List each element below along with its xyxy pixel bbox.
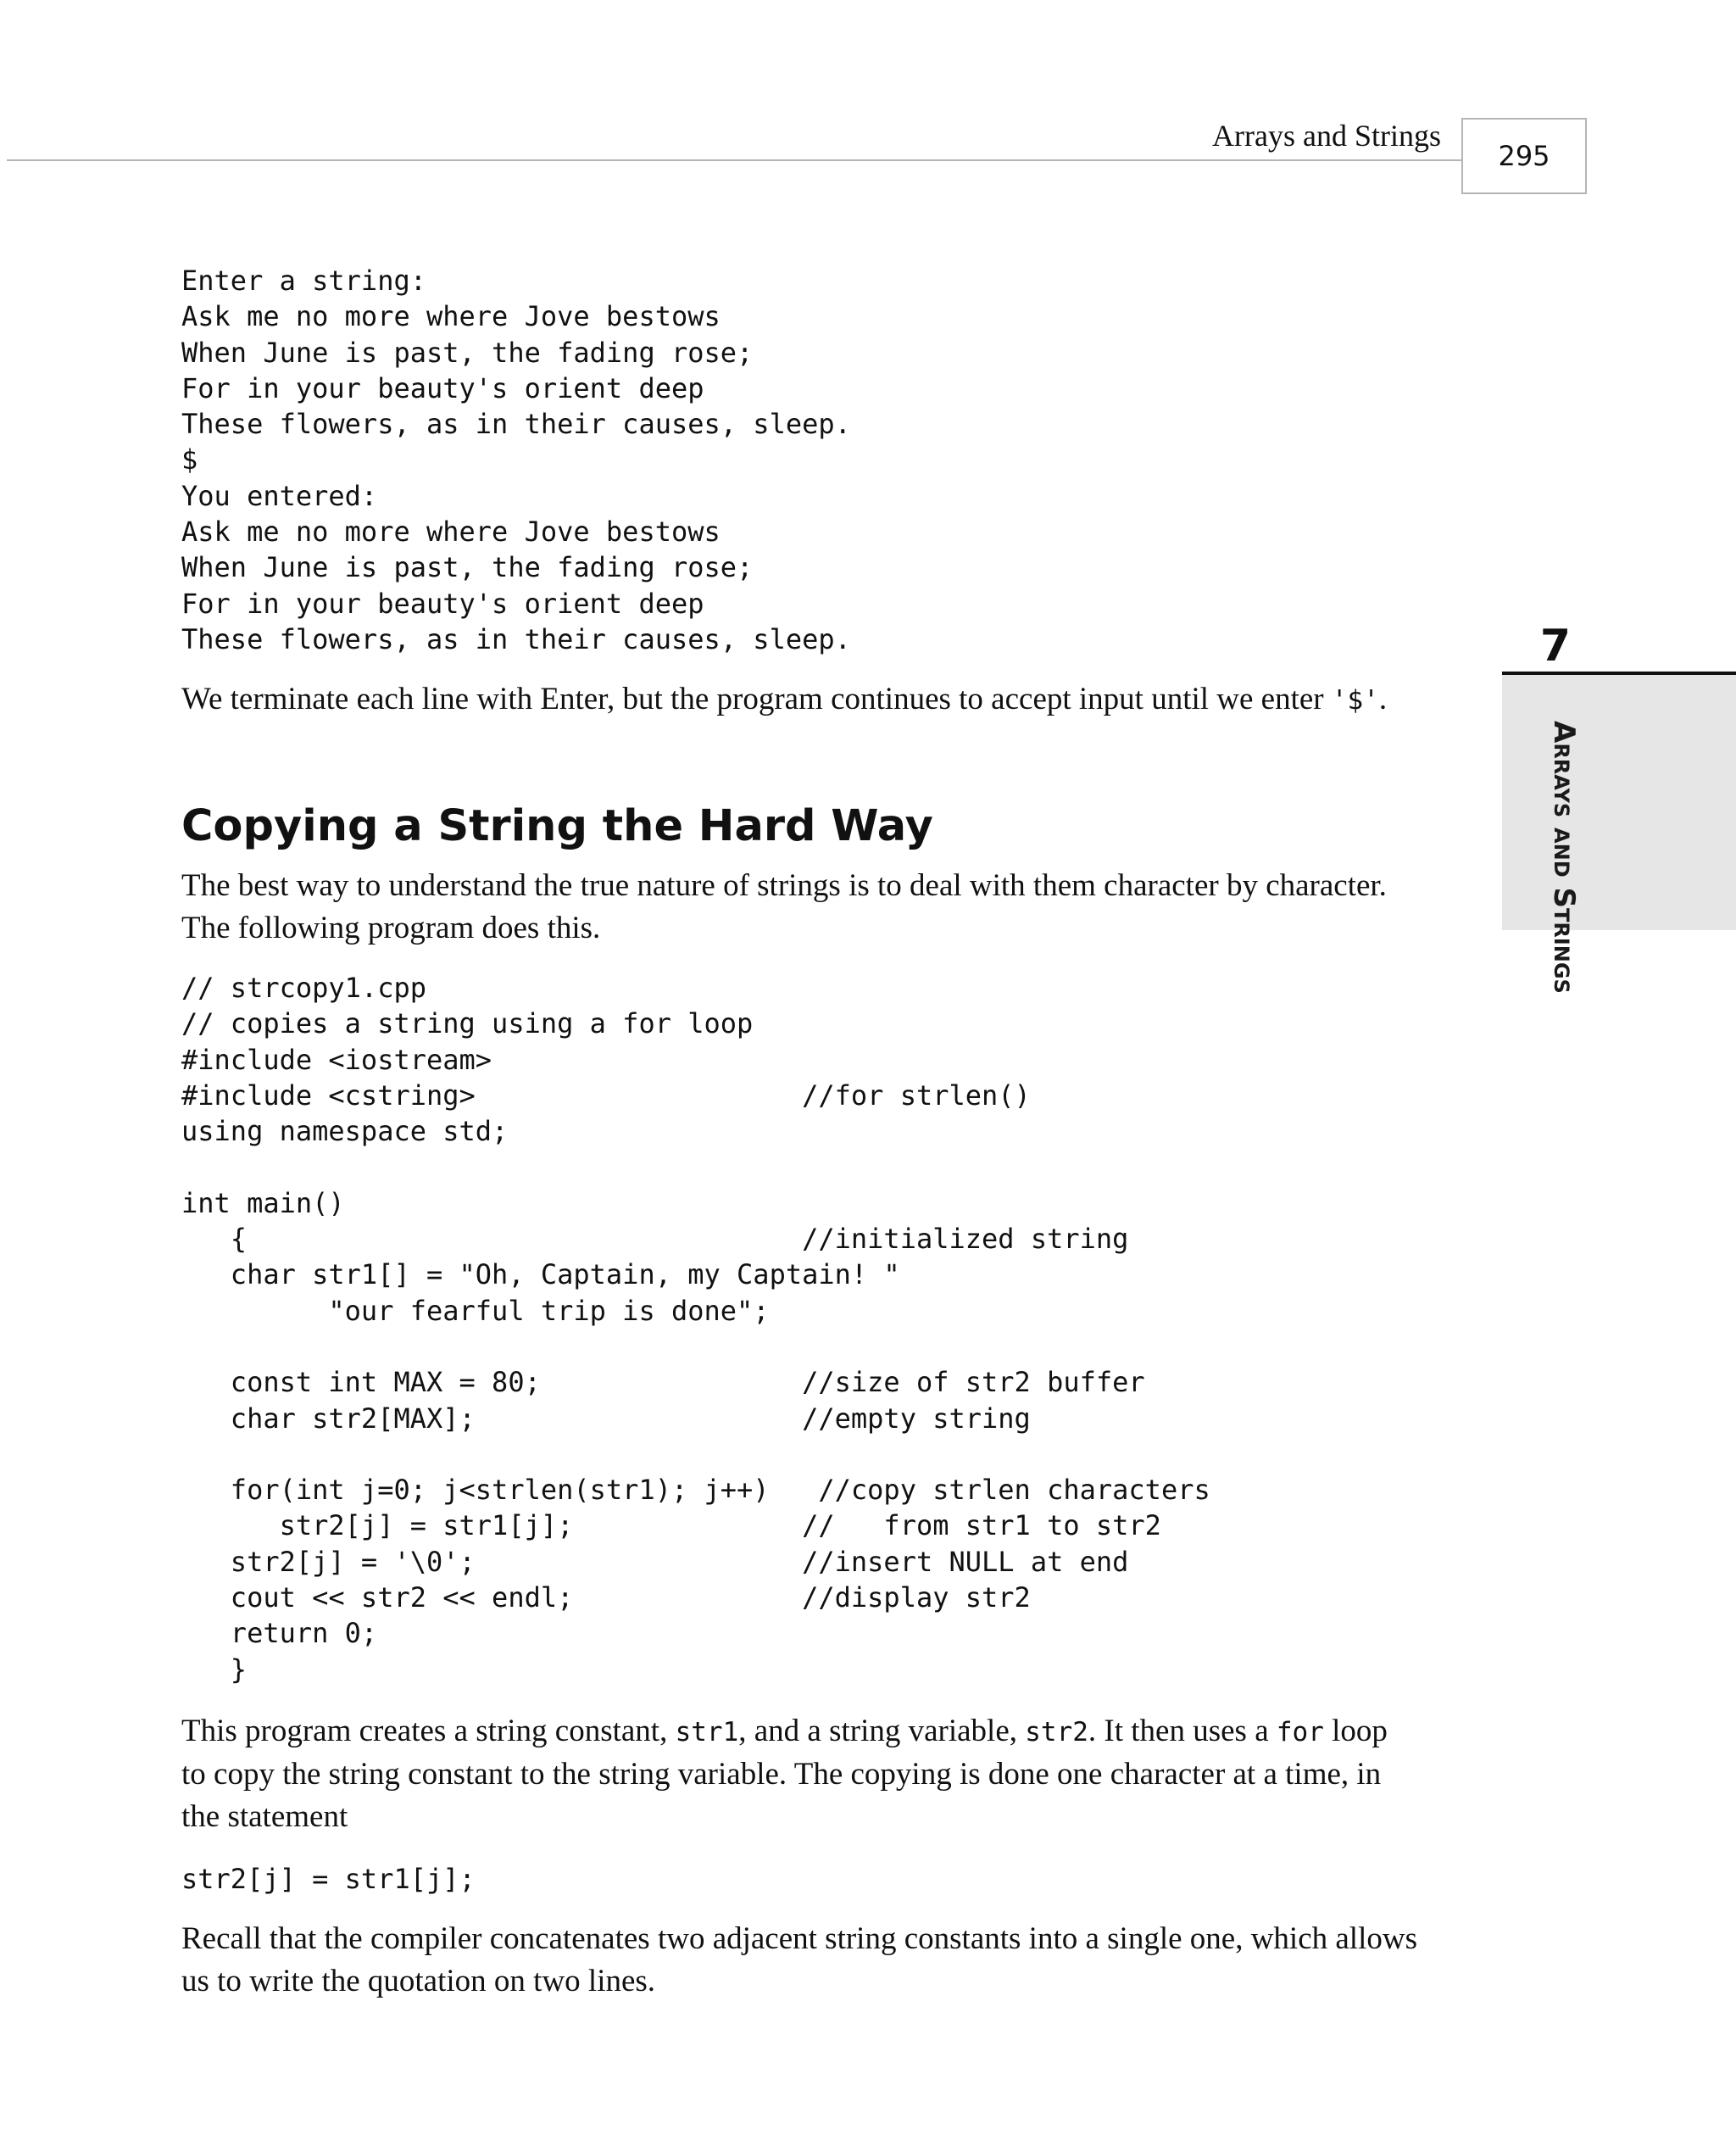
inline-code: '$': [1331, 685, 1379, 716]
paragraph-text: This program creates a string constant,: [181, 1714, 676, 1748]
paragraph-text: , and a string variable,: [738, 1714, 1026, 1748]
paragraph-recall: Recall that the compiler concatenates two adjacent string constants into a single one, which allows us to write the quotation on two lines.: [181, 1921, 1417, 1998]
chapter-number: 7: [1539, 621, 1572, 672]
chapter-title-tab: Arrays and Strings: [1547, 721, 1581, 994]
section-heading: Copying a String the Hard Way: [181, 801, 933, 851]
statement-code: str2[j] = str1[j];: [181, 1863, 476, 1895]
page-number-text: 295: [1498, 140, 1550, 172]
paragraph-text: We terminate each line with Enter, but the program continues to accept input until we enter: [181, 682, 1332, 716]
inline-code-str1: str1: [675, 1717, 739, 1747]
inline-code-for: for: [1276, 1717, 1324, 1747]
paragraph-intro: The best way to understand the true nature of strings is to deal with them character by character. The following program does this.: [181, 868, 1387, 945]
thumb-tab: [1502, 675, 1736, 930]
inline-code-str2: str2: [1025, 1717, 1088, 1747]
paragraph-text: loop to copy the string constant to the string variable. The copying is done one character at a time, in the statement: [181, 1714, 1388, 1834]
paragraph-explanation: [181, 1710, 1419, 1838]
paragraph-text: . It then uses a: [1088, 1714, 1277, 1748]
program-listing: // strcopy1.cpp // copies a string using a for loop #include <iostream> #include <cstring> //for strlen() using namespace std; int main() { //initialized string char str1[] = "Oh, Captain, my Captain! " "our fearful trip is done"; const int MAX = 80; //size of str2 buffer char str2[MAX]; //empty string for(int j=0; j<strlen(str1); j++) //copy strlen characters str2[j] = str1[j]; // from str1 to str2 str2[j] = '\0'; //insert NULL at end cout << str2 << endl; //display str2 return 0; }: [181, 972, 1210, 1686]
page-number: [1461, 118, 1587, 194]
output-block: Enter a string: Ask me no more where Jove bestows When June is past, the fading rose; For in your beauty's orient deep These flowers, as in their causes, sleep. $ You entered: Ask me no more where Jove bestows When June is past, the fading rose; For in your beauty's orient deep These flowers, as in their causes, sleep.: [181, 265, 851, 655]
paragraph-text: .: [1378, 682, 1388, 716]
running-head: Arrays and Strings: [1212, 119, 1441, 153]
paragraph-terminate: [181, 678, 1419, 722]
header-rule: [7, 159, 1462, 161]
